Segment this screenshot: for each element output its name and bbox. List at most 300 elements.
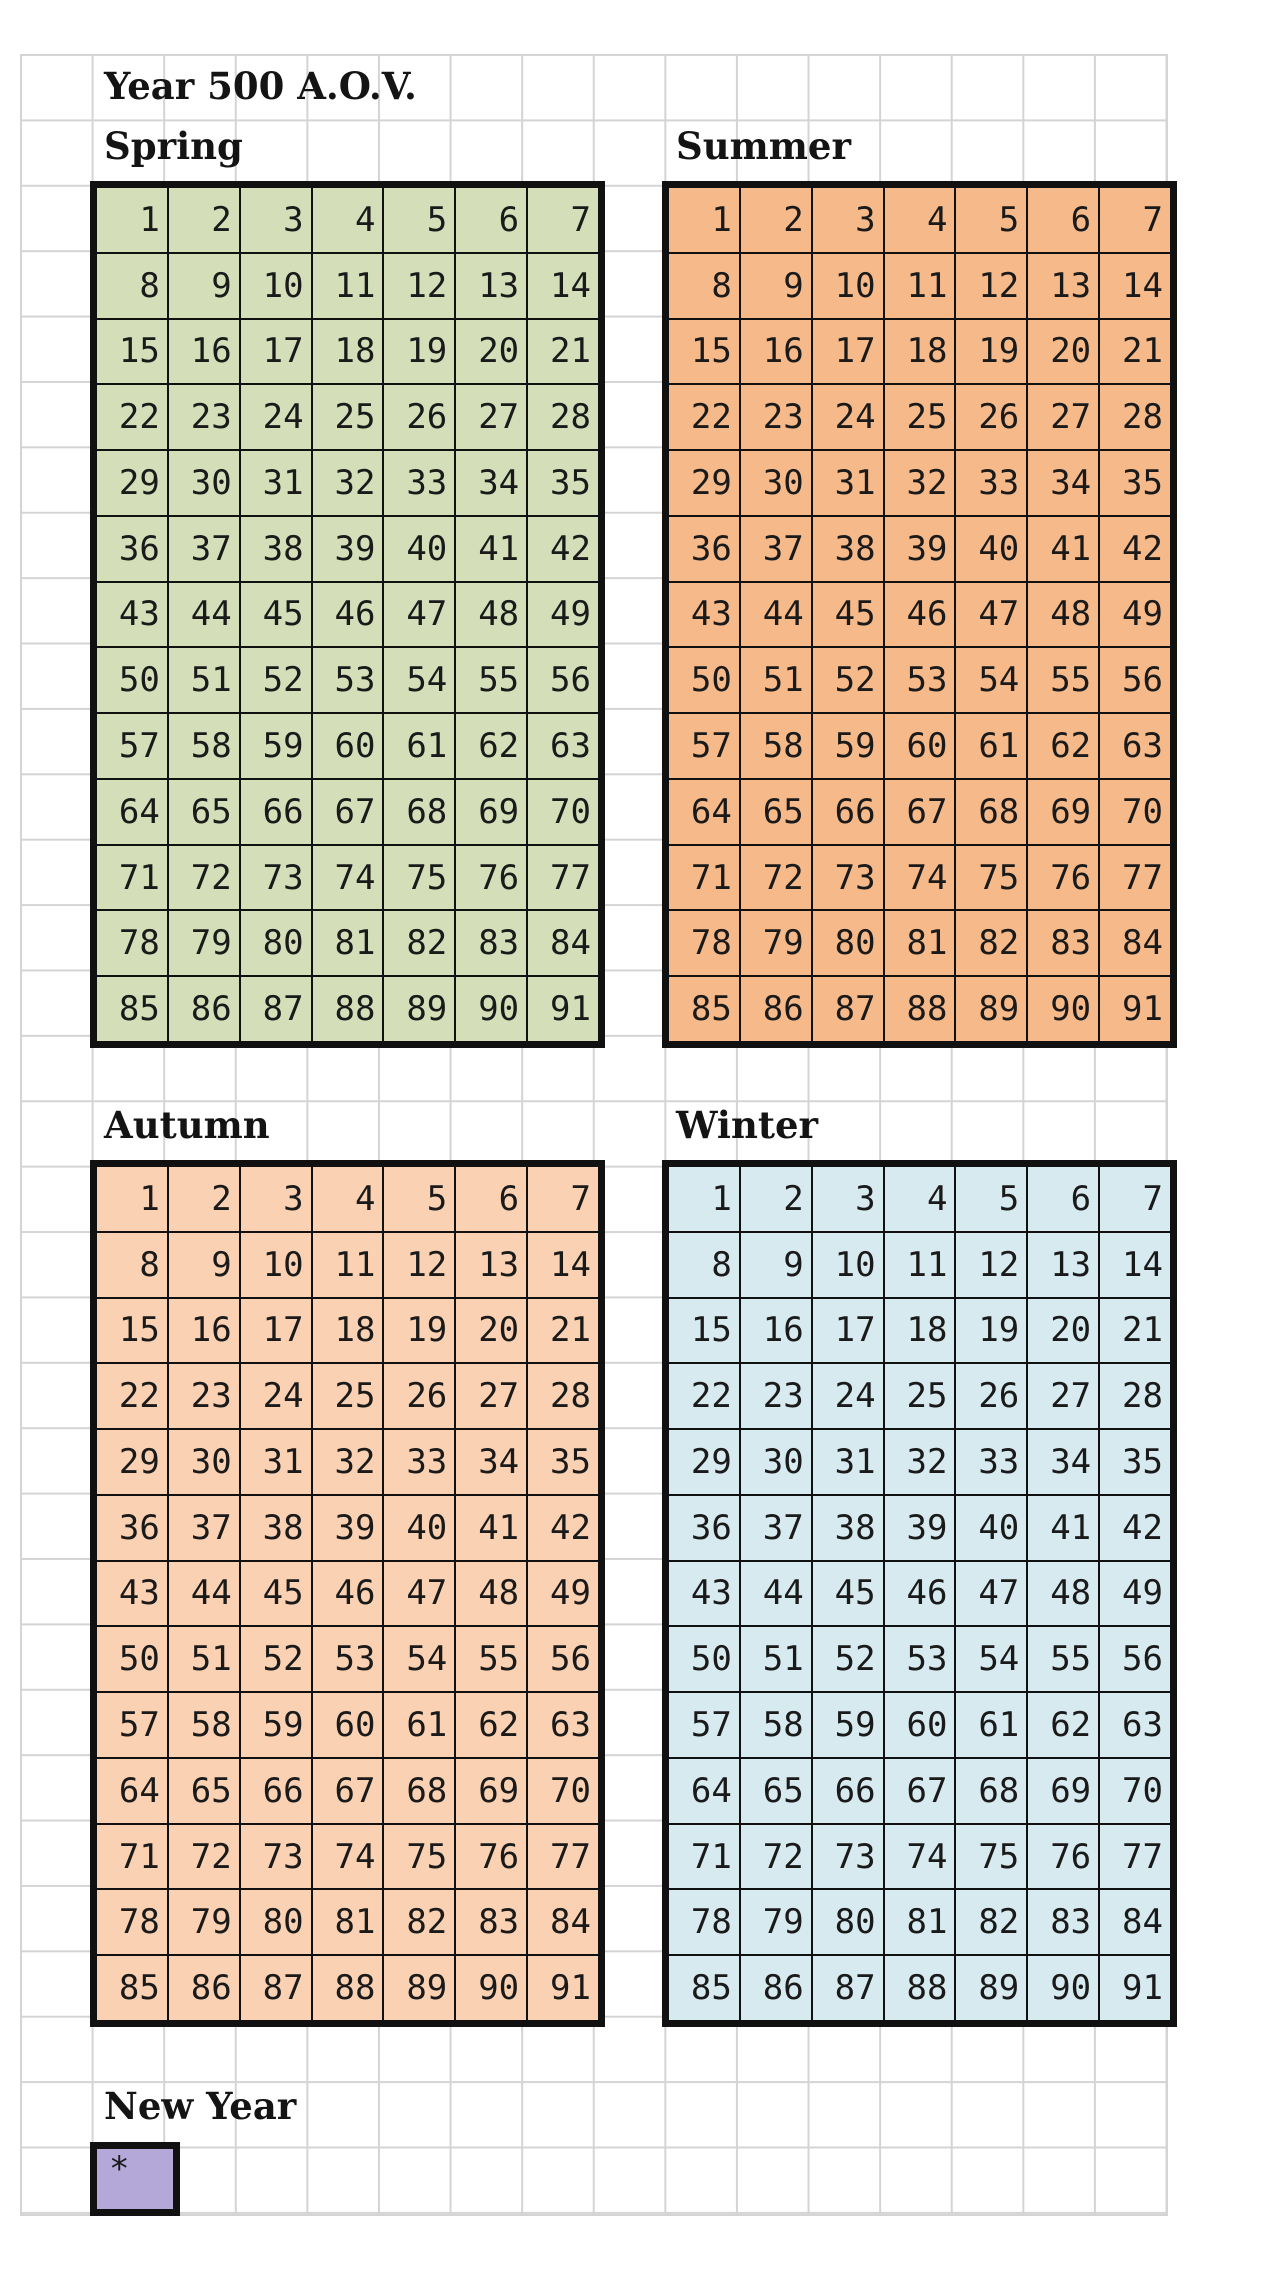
day-cell: 11 <box>313 254 383 318</box>
day-cell: 84 <box>1100 911 1170 975</box>
day-cell: 13 <box>456 254 526 318</box>
day-cell: 45 <box>241 583 311 647</box>
day-cell: 71 <box>97 846 167 910</box>
day-cell: 34 <box>456 1430 526 1494</box>
season-grid-winter <box>662 1160 1177 2027</box>
day-cell: 26 <box>384 1364 454 1428</box>
day-cell: 20 <box>456 1299 526 1363</box>
day-cell: 85 <box>669 977 739 1041</box>
day-cell: 1 <box>669 1167 739 1231</box>
day-cell: 82 <box>956 911 1026 975</box>
day-cell: 17 <box>813 1299 883 1363</box>
day-cell: 12 <box>956 1233 1026 1297</box>
day-cell: 13 <box>1028 1233 1098 1297</box>
day-cell: 66 <box>813 1759 883 1823</box>
day-cell: 67 <box>885 780 955 844</box>
day-cell: 49 <box>1100 1562 1170 1626</box>
day-cell: 20 <box>1028 320 1098 384</box>
day-cell: 56 <box>1100 648 1170 712</box>
day-cell: 48 <box>456 583 526 647</box>
day-cell: 54 <box>384 1627 454 1691</box>
day-cell: 20 <box>456 320 526 384</box>
day-cell: 60 <box>885 714 955 778</box>
day-cell: 72 <box>169 1825 239 1889</box>
day-cell: 65 <box>741 1759 811 1823</box>
day-cell: 83 <box>456 1890 526 1954</box>
day-cell: 53 <box>885 1627 955 1691</box>
day-cell: 24 <box>813 1364 883 1428</box>
day-cell: 43 <box>97 1562 167 1626</box>
day-cell: 80 <box>813 911 883 975</box>
day-cell: 38 <box>813 1496 883 1560</box>
day-cell: 12 <box>384 1233 454 1297</box>
day-cell: 81 <box>885 1890 955 1954</box>
day-cell: 71 <box>97 1825 167 1889</box>
day-cell: 90 <box>456 977 526 1041</box>
day-cell: 65 <box>741 780 811 844</box>
day-cell: 12 <box>384 254 454 318</box>
day-cell: 39 <box>313 517 383 581</box>
day-cell: 64 <box>97 780 167 844</box>
day-cell: 22 <box>97 1364 167 1428</box>
day-cell: 42 <box>528 517 598 581</box>
day-cell: 45 <box>813 1562 883 1626</box>
day-cell: 78 <box>669 911 739 975</box>
day-cell: 68 <box>384 780 454 844</box>
day-cell: 75 <box>384 1825 454 1889</box>
day-cell: 79 <box>741 911 811 975</box>
day-cell: 30 <box>169 1430 239 1494</box>
day-cell: 38 <box>241 1496 311 1560</box>
day-cell: 17 <box>813 320 883 384</box>
day-cell: 32 <box>313 1430 383 1494</box>
day-cell: 41 <box>1028 1496 1098 1560</box>
day-cell: 62 <box>1028 1693 1098 1757</box>
day-cell: 50 <box>669 1627 739 1691</box>
day-cell: 68 <box>956 780 1026 844</box>
day-cell: 90 <box>456 1956 526 2020</box>
day-cell: 14 <box>528 1233 598 1297</box>
day-cell: 53 <box>313 648 383 712</box>
day-cell: 36 <box>669 1496 739 1560</box>
day-cell: 48 <box>1028 1562 1098 1626</box>
day-cell: 90 <box>1028 1956 1098 2020</box>
day-cell: 86 <box>741 977 811 1041</box>
day-cell: 30 <box>169 451 239 515</box>
day-cell: 28 <box>528 385 598 449</box>
day-cell: 45 <box>241 1562 311 1626</box>
day-cell: 27 <box>1028 1364 1098 1428</box>
day-cell: 85 <box>669 1956 739 2020</box>
new-year-day <box>90 2142 180 2216</box>
day-cell: 42 <box>1100 517 1170 581</box>
day-cell: 3 <box>813 188 883 252</box>
day-cell: 14 <box>1100 1233 1170 1297</box>
day-cell: 5 <box>384 188 454 252</box>
day-cell: 89 <box>384 1956 454 2020</box>
day-cell: 28 <box>1100 1364 1170 1428</box>
day-cell: 68 <box>956 1759 1026 1823</box>
day-cell: 40 <box>956 1496 1026 1560</box>
day-cell: 3 <box>813 1167 883 1231</box>
season-title-winter: Winter <box>676 1103 818 1147</box>
day-cell: 84 <box>1100 1890 1170 1954</box>
day-cell: 56 <box>528 1627 598 1691</box>
day-cell: 32 <box>313 451 383 515</box>
day-cell: 87 <box>241 1956 311 2020</box>
day-cell: 7 <box>1100 1167 1170 1231</box>
day-cell: 8 <box>669 1233 739 1297</box>
day-cell: 70 <box>1100 1759 1170 1823</box>
day-cell: 14 <box>1100 254 1170 318</box>
day-cell: 55 <box>456 1627 526 1691</box>
day-cell: 5 <box>956 188 1026 252</box>
day-cell: 21 <box>528 1299 598 1363</box>
day-cell: 83 <box>1028 1890 1098 1954</box>
day-cell: 6 <box>456 188 526 252</box>
season-grid-spring <box>90 181 605 1048</box>
day-cell: 69 <box>456 780 526 844</box>
day-cell: 87 <box>813 1956 883 2020</box>
day-cell: 39 <box>885 517 955 581</box>
day-cell: 89 <box>384 977 454 1041</box>
day-cell: 4 <box>885 188 955 252</box>
day-cell: 67 <box>885 1759 955 1823</box>
day-cell: 31 <box>813 451 883 515</box>
day-cell: 4 <box>313 188 383 252</box>
day-cell: 54 <box>956 1627 1026 1691</box>
day-cell: 85 <box>97 977 167 1041</box>
day-cell: 79 <box>741 1890 811 1954</box>
day-cell: 49 <box>528 583 598 647</box>
day-cell: 22 <box>669 1364 739 1428</box>
day-cell: 77 <box>1100 846 1170 910</box>
day-cell: 91 <box>1100 977 1170 1041</box>
day-cell: 35 <box>528 1430 598 1494</box>
day-cell: 58 <box>741 1693 811 1757</box>
day-cell: 25 <box>885 1364 955 1428</box>
day-cell: 50 <box>669 648 739 712</box>
day-cell: 28 <box>1100 385 1170 449</box>
day-cell: 40 <box>384 1496 454 1560</box>
day-cell: 61 <box>956 1693 1026 1757</box>
day-cell: 78 <box>97 1890 167 1954</box>
day-cell: 9 <box>741 254 811 318</box>
day-cell: 82 <box>384 911 454 975</box>
day-cell: 58 <box>169 1693 239 1757</box>
day-cell: 59 <box>241 1693 311 1757</box>
day-cell: 68 <box>384 1759 454 1823</box>
day-cell: 29 <box>669 1430 739 1494</box>
day-cell: 40 <box>384 517 454 581</box>
day-cell: 55 <box>456 648 526 712</box>
day-cell: 18 <box>885 1299 955 1363</box>
season-grid-summer <box>662 181 1177 1048</box>
day-cell: 37 <box>741 1496 811 1560</box>
day-cell: 63 <box>528 714 598 778</box>
day-cell: 53 <box>313 1627 383 1691</box>
day-cell: 19 <box>384 320 454 384</box>
day-cell: 80 <box>241 1890 311 1954</box>
day-cell: 69 <box>456 1759 526 1823</box>
day-cell: 73 <box>813 846 883 910</box>
day-cell: 88 <box>885 977 955 1041</box>
day-cell: 35 <box>1100 451 1170 515</box>
day-cell: 15 <box>669 1299 739 1363</box>
day-cell: 70 <box>1100 780 1170 844</box>
day-cell: 13 <box>456 1233 526 1297</box>
day-cell: 63 <box>1100 1693 1170 1757</box>
day-cell: 38 <box>813 517 883 581</box>
day-cell: 7 <box>1100 188 1170 252</box>
day-cell: 18 <box>885 320 955 384</box>
day-cell: 27 <box>456 385 526 449</box>
day-cell: 16 <box>741 320 811 384</box>
day-cell: 5 <box>384 1167 454 1231</box>
day-cell: 72 <box>169 846 239 910</box>
day-cell: 19 <box>956 1299 1026 1363</box>
day-cell: 8 <box>97 1233 167 1297</box>
day-cell: 69 <box>1028 1759 1098 1823</box>
day-cell: 81 <box>313 911 383 975</box>
day-cell: 3 <box>241 1167 311 1231</box>
day-cell: 52 <box>241 648 311 712</box>
day-cell: 9 <box>741 1233 811 1297</box>
day-cell: 44 <box>169 583 239 647</box>
day-cell: 80 <box>241 911 311 975</box>
day-cell: 83 <box>456 911 526 975</box>
day-cell: 86 <box>169 977 239 1041</box>
day-cell: 18 <box>313 1299 383 1363</box>
day-cell: 31 <box>813 1430 883 1494</box>
day-cell: 36 <box>669 517 739 581</box>
day-cell: 27 <box>456 1364 526 1428</box>
day-cell: 14 <box>528 254 598 318</box>
day-cell: 67 <box>313 780 383 844</box>
day-cell: 22 <box>669 385 739 449</box>
day-cell: 66 <box>813 780 883 844</box>
day-cell: 3 <box>241 188 311 252</box>
day-cell: 77 <box>528 1825 598 1889</box>
day-cell: 13 <box>1028 254 1098 318</box>
day-cell: 74 <box>885 1825 955 1889</box>
day-cell: 34 <box>1028 451 1098 515</box>
day-cell: 47 <box>956 1562 1026 1626</box>
day-cell: 52 <box>241 1627 311 1691</box>
day-cell: 87 <box>813 977 883 1041</box>
day-cell: 17 <box>241 1299 311 1363</box>
day-cell: 66 <box>241 780 311 844</box>
day-cell: 88 <box>885 1956 955 2020</box>
day-cell: 2 <box>741 1167 811 1231</box>
day-cell: 31 <box>241 451 311 515</box>
day-cell: 35 <box>528 451 598 515</box>
day-cell: 38 <box>241 517 311 581</box>
day-cell: 55 <box>1028 1627 1098 1691</box>
day-cell: 66 <box>241 1759 311 1823</box>
season-title-autumn: Autumn <box>104 1103 270 1147</box>
day-cell: 85 <box>97 1956 167 2020</box>
day-cell: 74 <box>313 846 383 910</box>
day-cell: 16 <box>169 1299 239 1363</box>
day-cell: 29 <box>669 451 739 515</box>
day-cell: 77 <box>528 846 598 910</box>
day-cell: 15 <box>97 320 167 384</box>
day-cell: 7 <box>528 188 598 252</box>
day-cell: 10 <box>813 254 883 318</box>
day-cell: 51 <box>741 648 811 712</box>
day-cell: 56 <box>528 648 598 712</box>
day-cell: 31 <box>241 1430 311 1494</box>
day-cell: 15 <box>97 1299 167 1363</box>
day-cell: 48 <box>456 1562 526 1626</box>
day-cell: 46 <box>313 1562 383 1626</box>
day-cell: 74 <box>885 846 955 910</box>
day-cell: 88 <box>313 977 383 1041</box>
day-cell: 34 <box>1028 1430 1098 1494</box>
day-cell: 37 <box>169 1496 239 1560</box>
day-cell: 65 <box>169 1759 239 1823</box>
day-cell: 50 <box>97 1627 167 1691</box>
day-cell: 80 <box>813 1890 883 1954</box>
day-cell: 20 <box>1028 1299 1098 1363</box>
day-cell: 46 <box>885 1562 955 1626</box>
day-cell: 8 <box>669 254 739 318</box>
day-cell: 36 <box>97 1496 167 1560</box>
day-cell: 82 <box>956 1890 1026 1954</box>
day-cell: 78 <box>97 911 167 975</box>
day-cell: 24 <box>241 385 311 449</box>
day-cell: 52 <box>813 1627 883 1691</box>
day-cell: 52 <box>813 648 883 712</box>
day-cell: 8 <box>97 254 167 318</box>
day-cell: 17 <box>241 320 311 384</box>
day-cell: 21 <box>528 320 598 384</box>
day-cell: 1 <box>669 188 739 252</box>
day-cell: 9 <box>169 1233 239 1297</box>
day-cell: 30 <box>741 451 811 515</box>
day-cell: 29 <box>97 451 167 515</box>
day-cell: 91 <box>1100 1956 1170 2020</box>
day-cell: 7 <box>528 1167 598 1231</box>
season-grid-autumn <box>90 1160 605 2027</box>
day-cell: 64 <box>669 1759 739 1823</box>
day-cell: 30 <box>741 1430 811 1494</box>
day-cell: 16 <box>741 1299 811 1363</box>
day-cell: 47 <box>384 1562 454 1626</box>
day-cell: 73 <box>813 1825 883 1889</box>
day-cell: 89 <box>956 1956 1026 2020</box>
day-cell: 44 <box>741 583 811 647</box>
day-cell: 77 <box>1100 1825 1170 1889</box>
day-cell: 22 <box>97 385 167 449</box>
day-cell: 2 <box>741 188 811 252</box>
day-cell: 71 <box>669 846 739 910</box>
day-cell: 43 <box>669 583 739 647</box>
day-cell: 37 <box>741 517 811 581</box>
day-cell: 25 <box>885 385 955 449</box>
day-cell: 43 <box>669 1562 739 1626</box>
day-cell: 63 <box>528 1693 598 1757</box>
day-cell: 2 <box>169 1167 239 1231</box>
day-cell: 75 <box>956 846 1026 910</box>
day-cell: 65 <box>169 780 239 844</box>
day-cell: 49 <box>528 1562 598 1626</box>
day-cell: 64 <box>97 1759 167 1823</box>
day-cell: 21 <box>1100 320 1170 384</box>
day-cell: 62 <box>456 1693 526 1757</box>
day-cell: 61 <box>384 1693 454 1757</box>
day-cell: 51 <box>741 1627 811 1691</box>
day-cell: 44 <box>741 1562 811 1626</box>
day-cell: 9 <box>169 254 239 318</box>
day-cell: 4 <box>313 1167 383 1231</box>
day-cell: 23 <box>169 1364 239 1428</box>
day-cell: 39 <box>313 1496 383 1560</box>
day-cell: 51 <box>169 1627 239 1691</box>
season-title-summer: Summer <box>676 124 851 168</box>
day-cell: 47 <box>956 583 1026 647</box>
day-cell: 73 <box>241 1825 311 1889</box>
day-cell: 6 <box>456 1167 526 1231</box>
day-cell: 6 <box>1028 1167 1098 1231</box>
day-cell: 82 <box>384 1890 454 1954</box>
day-cell: 23 <box>169 385 239 449</box>
day-cell: 61 <box>956 714 1026 778</box>
day-cell: 40 <box>956 517 1026 581</box>
day-cell: 55 <box>1028 648 1098 712</box>
day-cell: 39 <box>885 1496 955 1560</box>
day-cell: 23 <box>741 1364 811 1428</box>
day-cell: 76 <box>456 1825 526 1889</box>
day-cell: 37 <box>169 517 239 581</box>
day-cell: 57 <box>97 714 167 778</box>
day-cell: 27 <box>1028 385 1098 449</box>
day-cell: 84 <box>528 911 598 975</box>
day-cell: 10 <box>241 254 311 318</box>
calendar-title: Year 500 A.O.V. <box>104 64 417 108</box>
day-cell: 58 <box>169 714 239 778</box>
day-cell: 59 <box>813 714 883 778</box>
day-cell: 88 <box>313 1956 383 2020</box>
day-cell: 2 <box>169 188 239 252</box>
day-cell: 46 <box>313 583 383 647</box>
day-cell: 41 <box>456 517 526 581</box>
day-cell: 44 <box>169 1562 239 1626</box>
day-cell: 81 <box>313 1890 383 1954</box>
day-cell: 33 <box>956 1430 1026 1494</box>
day-cell: 32 <box>885 1430 955 1494</box>
day-cell: 1 <box>97 1167 167 1231</box>
day-cell: 36 <box>97 517 167 581</box>
day-cell: 57 <box>669 714 739 778</box>
day-cell: 76 <box>456 846 526 910</box>
day-cell: 59 <box>813 1693 883 1757</box>
day-cell: 19 <box>384 1299 454 1363</box>
day-cell: 11 <box>313 1233 383 1297</box>
day-cell: 67 <box>313 1759 383 1823</box>
day-cell: 90 <box>1028 977 1098 1041</box>
day-cell: 42 <box>1100 1496 1170 1560</box>
day-cell: 72 <box>741 846 811 910</box>
day-cell: 29 <box>97 1430 167 1494</box>
day-cell: 18 <box>313 320 383 384</box>
day-cell: 34 <box>456 451 526 515</box>
day-cell: 1 <box>97 188 167 252</box>
day-cell: 32 <box>885 451 955 515</box>
day-cell: 57 <box>97 1693 167 1757</box>
day-cell: 72 <box>741 1825 811 1889</box>
